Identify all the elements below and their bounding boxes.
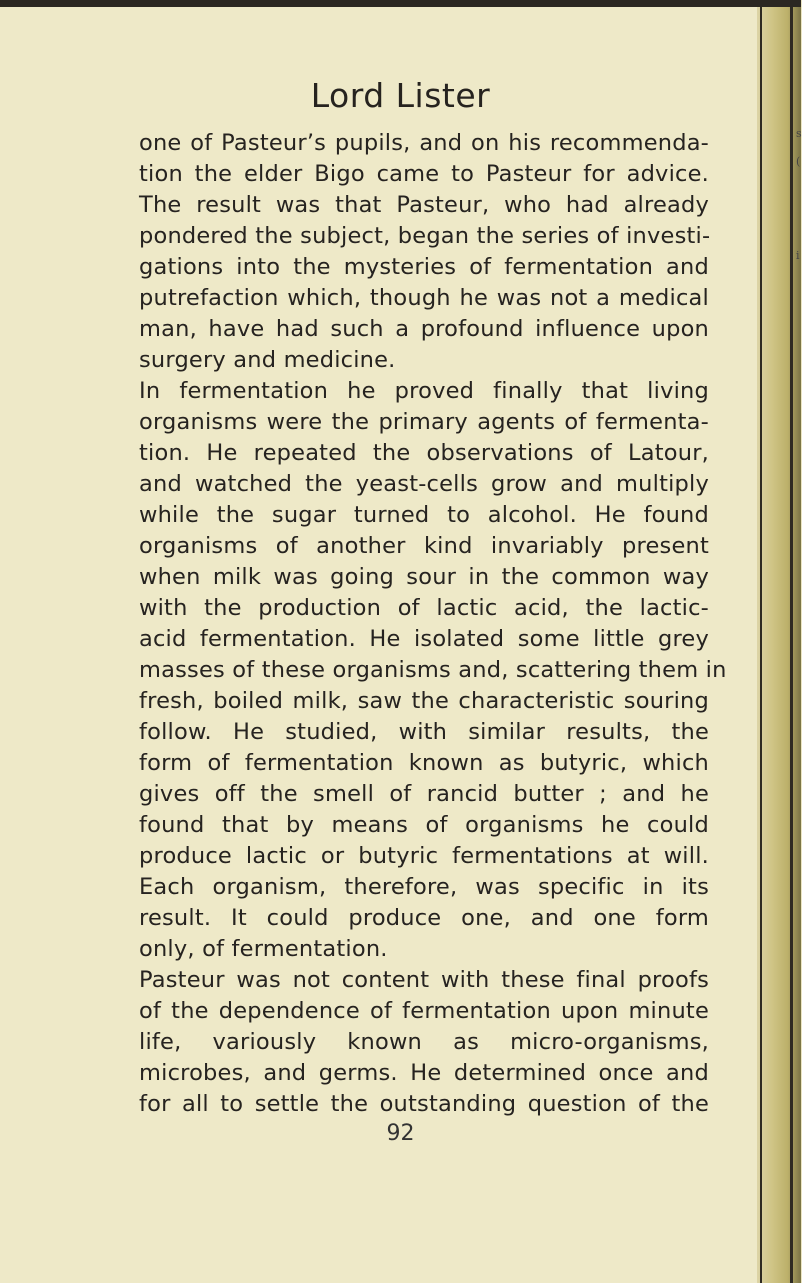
text-line: tion. He repeated the observations of Latour, xyxy=(139,440,709,466)
text-line: of the dependence of fermentation upon minute xyxy=(139,998,709,1024)
text-line: tion the elder Bigo came to Pasteur for advice. xyxy=(139,161,709,187)
text-line: organisms were the primary agents of fermenta- xyxy=(139,409,709,435)
text-line: produce lactic or butyric fermentations at will. xyxy=(139,843,709,869)
page-edge-line xyxy=(760,0,762,1283)
body-text xyxy=(139,128,727,1120)
page-number: 92 xyxy=(386,1121,415,1146)
text-line: while the sugar turned to alcohol. He found xyxy=(139,502,709,528)
text-line: fresh, boiled milk, saw the characteristic souring xyxy=(139,688,709,714)
top-edge xyxy=(0,0,801,7)
text-line: and watched the yeast-cells grow and multiply xyxy=(139,471,709,497)
text-line: pondered the subject, began the series of investi- xyxy=(139,223,711,249)
text-line: surgery and medicine. xyxy=(139,347,396,373)
edge-mark: s xyxy=(796,127,802,140)
text-line: follow. He studied, with similar results, the xyxy=(139,719,709,745)
text-line: Each organism, therefore, was specific in its xyxy=(139,874,709,900)
text-line: with the production of lactic acid, the lactic- xyxy=(139,595,709,621)
text-line: one of Pasteur’s pupils, and on his recommenda- xyxy=(139,130,709,156)
page-gutter-shadow xyxy=(757,0,801,1283)
text-line: gations into the mysteries of fermentation and xyxy=(139,254,709,280)
text-line: microbes, and germs. He determined once and xyxy=(139,1060,709,1086)
running-head: Lord Lister xyxy=(310,76,491,115)
text-line: result. It could produce one, and one form xyxy=(139,905,709,931)
gutter-line xyxy=(790,0,793,1283)
text-line: acid fermentation. He isolated some little grey xyxy=(139,626,709,652)
text-line: putrefaction which, though he was not a medical xyxy=(139,285,709,311)
edge-mark: i xyxy=(796,249,800,262)
text-line: organisms of another kind invariably present xyxy=(139,533,709,559)
text-line: for all to settle the outstanding question of the xyxy=(139,1091,709,1117)
text-line: when milk was going sour in the common way xyxy=(139,564,709,590)
text-line: Pasteur was not content with these final proofs xyxy=(139,967,709,993)
text-line: found that by means of organisms he could xyxy=(139,812,709,838)
text-line: form of fermentation known as butyric, which xyxy=(139,750,709,776)
text-line: only, of fermentation. xyxy=(139,936,388,962)
text-line: gives off the smell of rancid butter ; and he xyxy=(139,781,709,807)
text-line: life, variously known as micro-organisms, xyxy=(139,1029,709,1055)
text-line: In fermentation he proved finally that living xyxy=(139,378,709,404)
text-line: masses of these organisms and, scattering them in xyxy=(139,657,727,683)
text-line: The result was that Pasteur, who had already xyxy=(139,192,709,218)
edge-mark: ( xyxy=(796,155,801,168)
text-line: man, have had such a profound influence upon xyxy=(139,316,709,342)
